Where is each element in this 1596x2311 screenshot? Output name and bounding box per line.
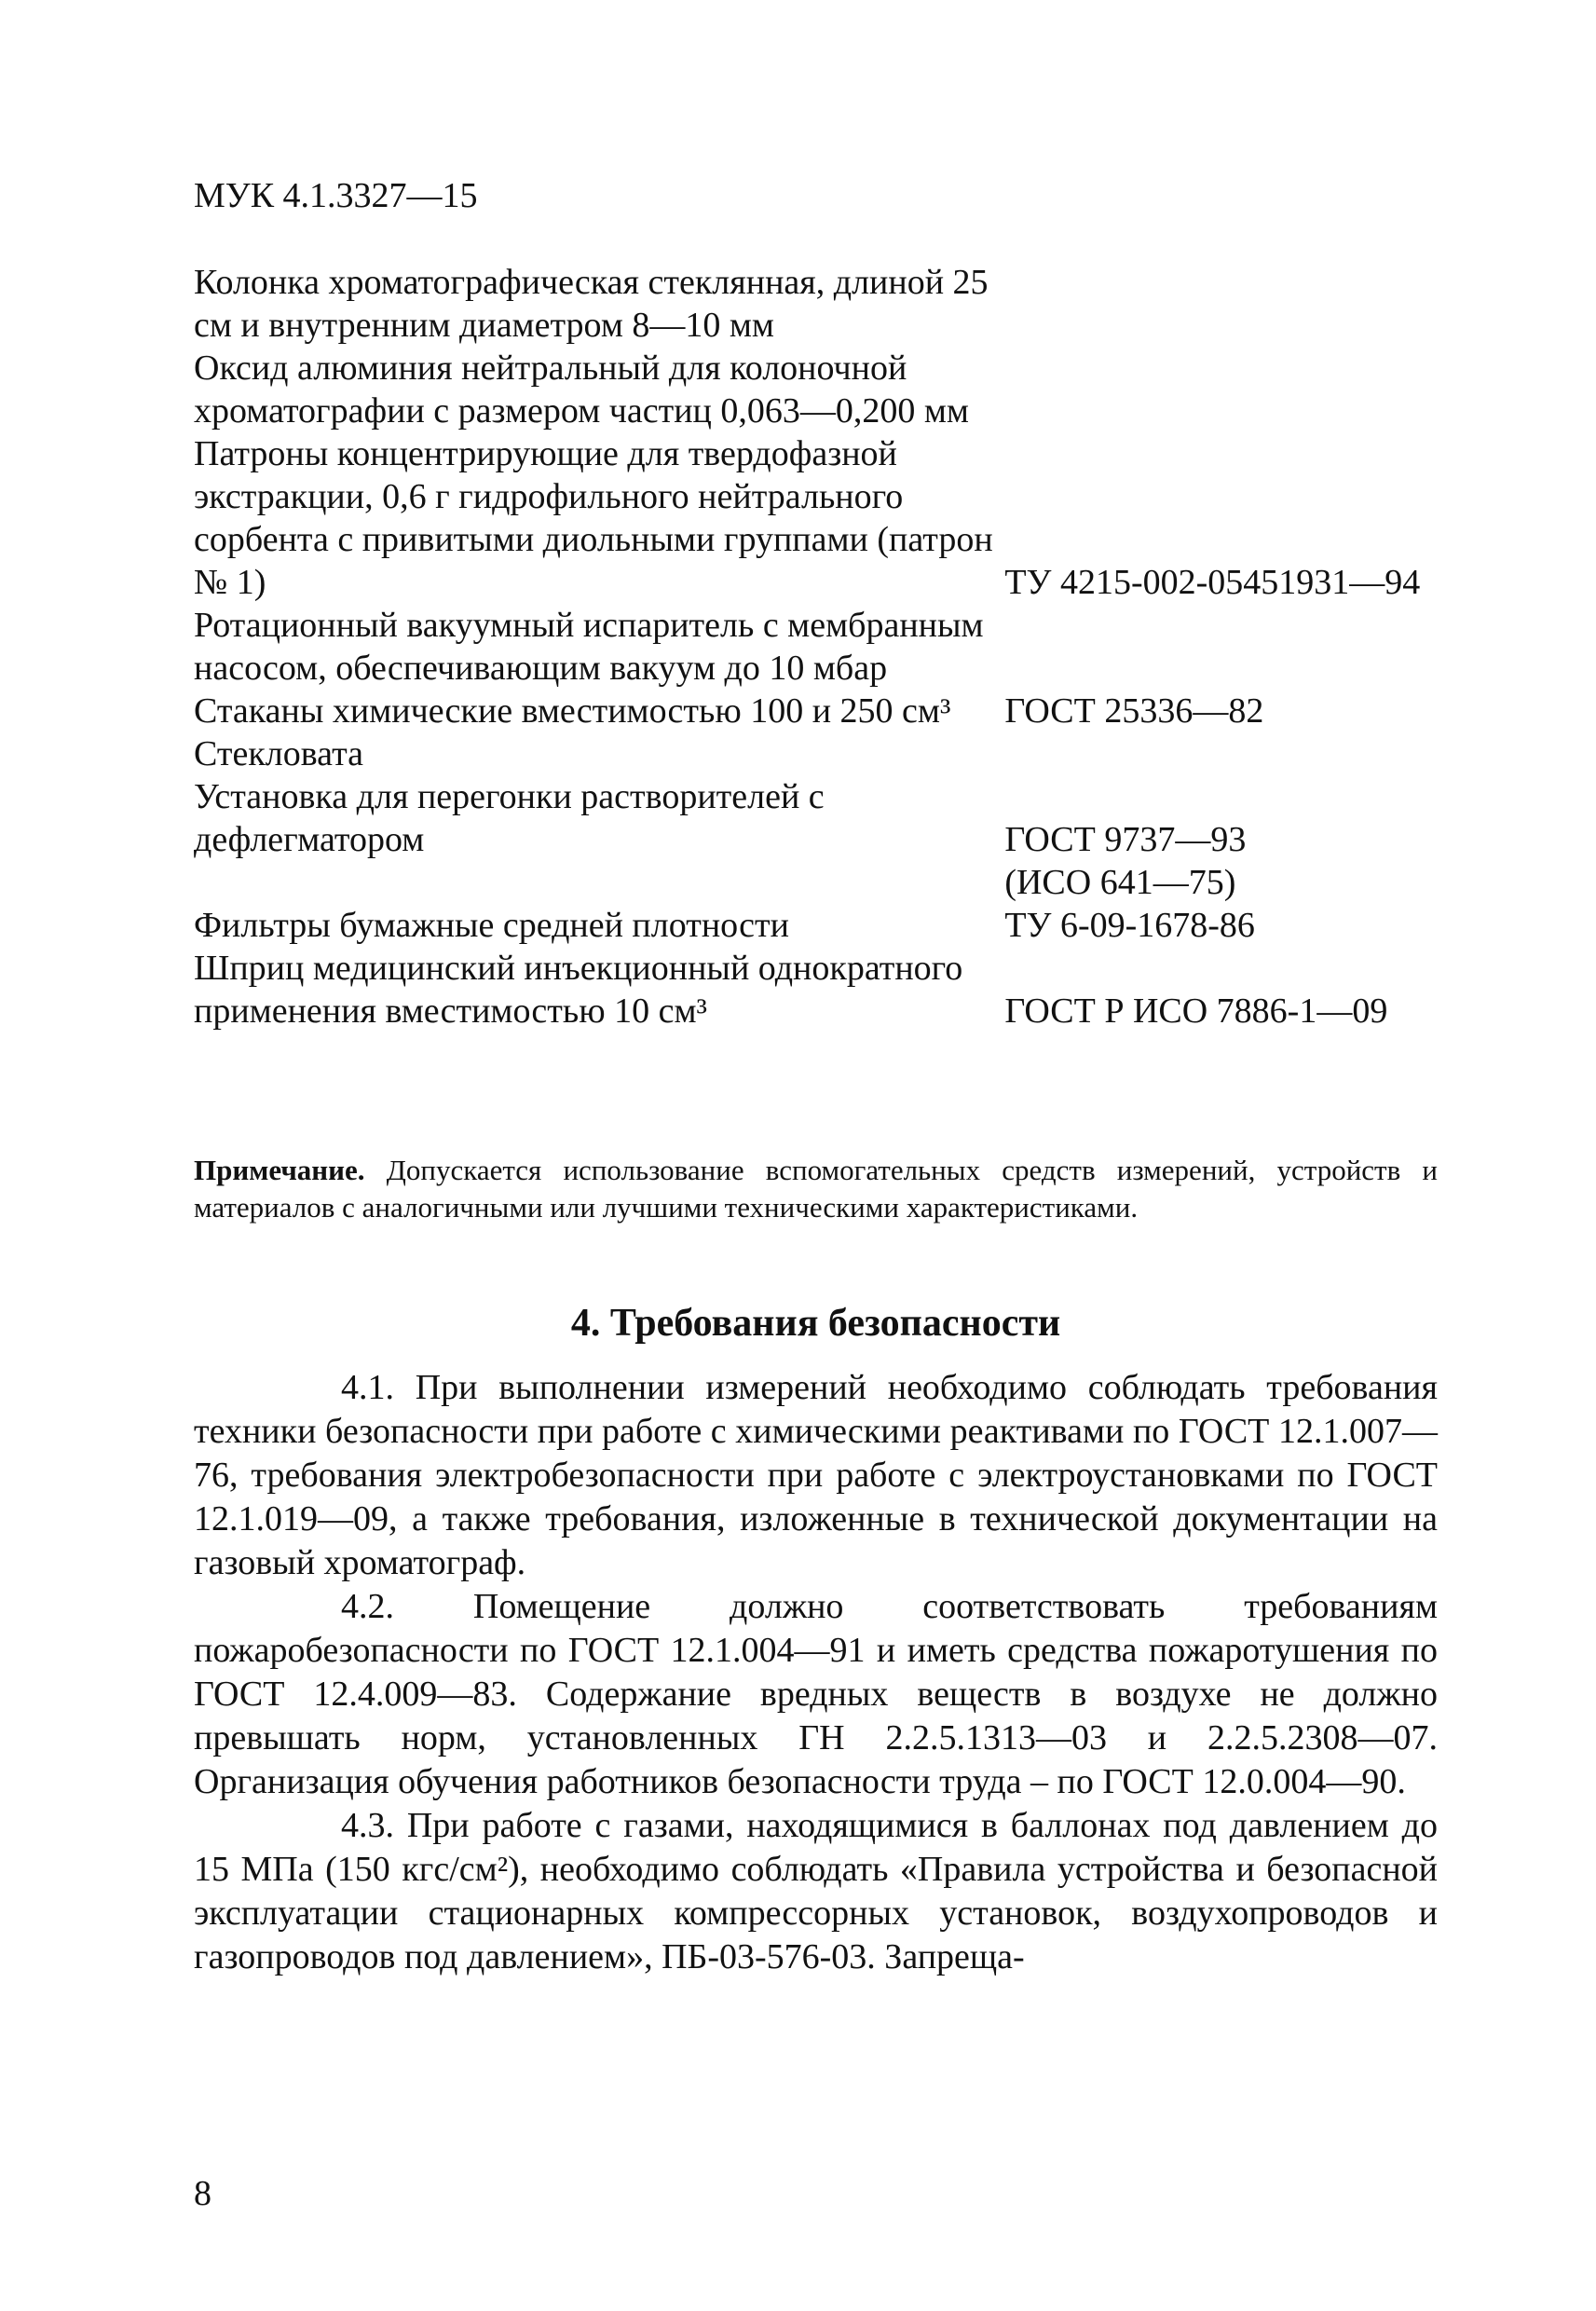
paragraph: 4.1. При выполнении измерений необходимо соблюдать требования техники безопасности при работе с химическими реактивами по ГОСТ 12.1.007—76, требования электробезопасности при работе с электроустановками по ГОСТ 12.1.019—09, а также требования, изложенные в технической документации на газовый хроматограф. — [194, 1368, 1438, 1582]
equipment-row — [194, 347, 1442, 432]
equipment-row — [194, 732, 1442, 775]
equipment-row — [194, 690, 1442, 732]
paragraph: 4.3. При работе с газами, находящимися в баллонах под давлением до 15 МПа (150 кгс/см²), необходимо соблюдать «Правила устройства и безопасной эксплуатации стационарных компрессорных установок, воздухопроводов и газопроводов под давлением», ПБ-03-576-03. Запреща- — [194, 1806, 1438, 1976]
equipment-item: Стаканы химические вместимостью 100 и 250 см³ — [194, 691, 951, 731]
equipment-standard: ГОСТ 25336—82 — [1004, 691, 1264, 731]
equipment-table — [194, 261, 1442, 1032]
equipment-standard — [997, 732, 1442, 775]
equipment-standard: ГОСТ Р ИСО 7886-1—09 — [1004, 991, 1388, 1031]
paragraph: 4.2. Помещение должно соответствовать требованиям пожаробезопасности по ГОСТ 12.1.004—91 и иметь средства пожаротушения по ГОСТ 12.4.009—83. Содержание вредных веществ в воздухе не должно превышать норм, установленных ГН 2.2.5.1313—03 и 2.2.5.2308—07. Организация обучения работников безопасности труда – по ГОСТ 12.0.004—90. — [194, 1587, 1438, 1801]
note-text: Допускается использование вспомогательных средств измерений, устройств и материалов с аналогичными или лучшими техническими характеристиками. — [194, 1154, 1439, 1224]
page-number: 8 — [194, 2174, 211, 2213]
equipment-standard: ТУ 4215-002-05451931—94 — [1004, 563, 1421, 602]
equipment-row — [194, 604, 1442, 690]
equipment-row — [194, 904, 1442, 947]
equipment-standard — [997, 604, 1442, 690]
page-header: МУК 4.1.3327—15 — [194, 176, 478, 215]
equipment-item — [194, 861, 997, 904]
equipment-item: Оксид алюминия нейтральный для колоночной хроматографии с размером частиц 0,063—0,200 мм — [194, 349, 969, 431]
note — [194, 1152, 1438, 1226]
equipment-standard — [997, 261, 1442, 347]
equipment-row — [194, 947, 1442, 1032]
equipment-item: Установка для перегонки растворителей с дефлегматором — [194, 777, 825, 859]
equipment-item: Ротационный вакуумный испаритель с мембранным насосом, обеспечивающим вакуум до 10 мбар — [194, 606, 984, 688]
equipment-item: Стекловата — [194, 734, 364, 773]
equipment-item: Патроны концентрирующие для твердофазной экстракции, 0,6 г гидрофильного нейтрального сорбента с привитыми диольными группами (патрон № 1) — [194, 434, 993, 602]
equipment-row — [194, 261, 1442, 347]
note-label: Примечание. — [194, 1154, 365, 1186]
equipment-standard: ГОСТ 9737—93 — [1004, 820, 1247, 859]
equipment-standard: (ИСО 641—75) — [1004, 863, 1236, 902]
equipment-item: Фильтры бумажные средней плотности — [194, 906, 789, 945]
equipment-standard: ТУ 6-09-1678-86 — [1004, 906, 1255, 945]
section-body — [194, 1366, 1438, 1979]
section-title: 4. Требования безопасности — [570, 1302, 1061, 1345]
equipment-row — [194, 775, 1442, 861]
equipment-item: Шприц медицинский инъекционный однократного применения вместимостью 10 см³ — [194, 949, 963, 1031]
equipment-row — [194, 432, 1442, 604]
equipment-standard — [997, 347, 1442, 432]
equipment-item: Колонка хроматографическая стеклянная, длиной 25 см и внутренним диаметром 8—10 мм — [194, 263, 989, 345]
equipment-row — [194, 861, 1442, 904]
